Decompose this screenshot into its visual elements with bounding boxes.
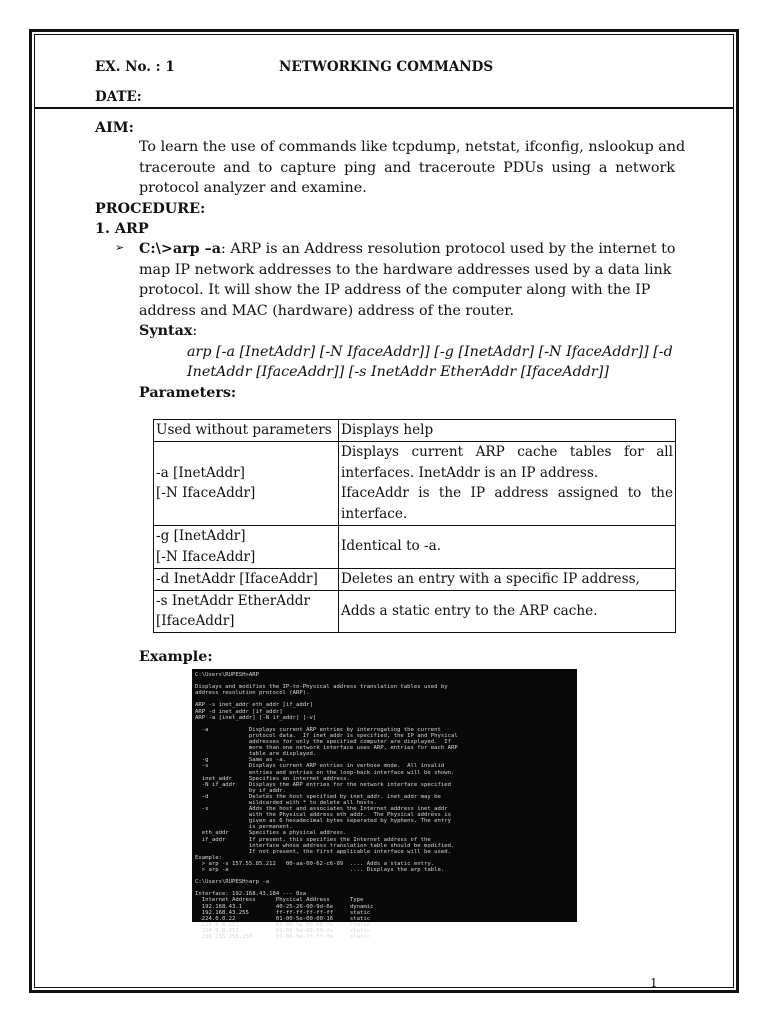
table-row — [154, 568, 676, 590]
example-label: Example: — [139, 649, 213, 665]
desc-cell — [339, 441, 676, 525]
console-line: eth_addr Specifies a physical address. — [195, 830, 347, 837]
arp-command: C:\>arp –a — [139, 241, 222, 257]
console-line: Example: — [195, 854, 222, 861]
param-text: -d InetAddr [IfaceAddr] — [156, 570, 318, 587]
console-line: if_addr If present, this specifies the Internet address of the — [195, 836, 431, 843]
aim-line: To learn the use of commands like tcpdump, netstat, ifconfig, nslookup and — [139, 139, 686, 155]
syntax-line: InetAddr [IfaceAddr]] [-s InetAddr EtherAddr [IfaceAddr]] — [187, 364, 609, 380]
console-line: entries and entries on the loop-back interface will be shown. — [195, 769, 455, 776]
console-line: Interface: 192.168.43.184 --- 0xa — [195, 891, 307, 898]
desc-text: interface. — [341, 505, 408, 522]
console-line: Displays and modifies the IP-to-Physical address translation tables used by — [195, 684, 448, 691]
arp-description-line: address and MAC (hardware) address of the router. — [139, 303, 515, 319]
console-line: 224.0.0.251 01-00-5e-00-00-fb static — [195, 921, 371, 928]
console-line: table are displayed. — [195, 751, 317, 758]
console-line: protocol data. If inet_addr is specified, the IP and Physical — [195, 732, 458, 739]
console-line: If not present, the first applicable interface will be used. — [195, 848, 451, 855]
param-text: [-N IfaceAddr] — [156, 485, 256, 501]
console-line: more than one network interface uses ARP, entries for each ARP — [195, 745, 458, 752]
param-cell — [154, 568, 339, 590]
parameters-label: Parameters: — [139, 385, 237, 401]
table-row — [154, 420, 676, 442]
console-line: C:\Users\RUPESH>arp -a — [195, 879, 270, 886]
desc-cell — [339, 420, 676, 442]
console-line: wildcarded with * to delete all hosts. — [195, 799, 377, 806]
aim-heading: AIM: — [95, 120, 134, 136]
desc-text: IfaceAddr is the IP address assigned to the — [341, 485, 673, 501]
procedure-heading: PROCEDURE: — [95, 201, 206, 217]
console-line: address resolution protocol (ARP). — [195, 690, 310, 697]
syntax-colon: : — [192, 323, 198, 339]
param-text: -s InetAddr EtherAddr — [156, 592, 310, 609]
console-line: -a Displays current ARP entries by interrogating the current — [195, 726, 441, 733]
console-line: inet_addr Specifies an internet address. — [195, 775, 350, 782]
section-heading-arp: 1. ARP — [95, 221, 149, 237]
syntax-label — [139, 321, 197, 342]
arp-description-text: : ARP is an Address resolution protocol used by the internet to — [221, 241, 676, 257]
table-row — [154, 441, 676, 525]
arp-description-line: protocol. It will show the IP address of the computer along with the IP — [139, 282, 651, 298]
page-title: NETWORKING COMMANDS — [279, 59, 494, 75]
param-text: Used without parameters — [156, 422, 332, 438]
param-cell — [154, 441, 339, 525]
console-line: given as 6 hexadecimal bytes separated by hyphens. The entry — [195, 818, 451, 825]
console-line: > arp -a .... Displays the arp table. — [195, 867, 445, 873]
arrow-bullet-icon: ➢ — [115, 241, 125, 254]
console-line: -g Same as -a. — [195, 757, 286, 764]
desc-text: interfaces. InetAddr is an IP address. — [341, 464, 599, 481]
arp-description-line: map IP network addresses to the hardware addresses used by a data link — [139, 262, 672, 278]
param-text: -a [InetAddr] — [156, 464, 245, 481]
console-line: -N if_addr Displays the ARP entries for the network interface specified — [195, 781, 451, 788]
param-cell — [154, 590, 339, 632]
console-line: ARP -s inet_addr eth_addr [if_addr] — [195, 702, 313, 709]
desc-text: Displays help — [341, 422, 434, 438]
console-line: > arp -s 157.55.85.212 00-aa-00-62-c6-09 .... Adds a static entry. — [195, 860, 435, 867]
header-divider — [34, 107, 734, 109]
table-row — [154, 590, 676, 632]
console-line: -v Displays current ARP entries in verbose mode. All invalid — [195, 763, 445, 770]
console-line: 192.168.43.255 ff-ff-ff-ff-ff-ff static — [195, 909, 371, 916]
console-line: ARP -d inet_addr [if_addr] — [195, 708, 283, 715]
console-line: addresses for only the specified computer are displayed. If — [195, 739, 451, 746]
desc-cell — [339, 525, 676, 568]
desc-text: Adds a static entry to the ARP cache. — [341, 602, 598, 619]
console-line: -s Adds the host and associates the Internet address inet_addr — [195, 806, 448, 813]
console-line: Internet Address Physical Address Type — [195, 897, 364, 904]
page-number: 1 — [650, 976, 658, 990]
console-line: 192.168.43.1 40-25-26-00-9d-6e dynamic — [195, 903, 374, 910]
param-text: [IfaceAddr] — [156, 613, 235, 629]
console-screenshot — [192, 669, 577, 941]
desc-cell — [339, 568, 676, 590]
table-row — [154, 525, 676, 568]
console-line: 224.0.0.22 01-00-5e-00-00-16 static — [195, 915, 371, 922]
console-line: by if_addr. — [195, 787, 286, 794]
desc-text: Displays current ARP cache tables for all — [341, 444, 673, 460]
aim-text — [139, 137, 686, 199]
desc-text: Deletes an entry with a specific IP address, — [341, 570, 640, 587]
console-line: with the Physical address eth_addr. The Physical address is — [195, 812, 451, 819]
console-line: is permanent. — [195, 824, 293, 831]
syntax-line: arp [-a [InetAddr] [-N IfaceAddr]] [-g [InetAddr] [-N IfaceAddr]] [-d — [187, 344, 673, 360]
exercise-number: EX. No. : 1 — [95, 59, 175, 75]
parameters-table — [153, 419, 676, 633]
desc-text: Identical to -a. — [341, 538, 442, 555]
param-cell — [154, 525, 339, 568]
console-line: 224.0.0.252 01-00-5e-00-00-fc static — [195, 927, 371, 934]
param-text: -g [InetAddr] — [156, 528, 246, 544]
console-line: C:\Users\RUPESH>ARP — [195, 672, 259, 678]
aim-line: protocol analyzer and examine. — [139, 180, 367, 196]
param-text: [-N IfaceAddr] — [156, 548, 256, 565]
console-line: ARP -a [inet_addr] [-N if_addr] [-v] — [195, 714, 317, 721]
console-line: interface whose address translation table should be modified. — [195, 842, 455, 849]
console-line: 239.255.255.250 01-00-5e-7f-ff-fa static — [195, 934, 371, 941]
desc-cell — [339, 590, 676, 632]
date-label: DATE: — [95, 89, 142, 105]
aim-line: traceroute and to capture ping and traceroute PDUs using a network — [139, 159, 675, 176]
arp-description-first-line — [139, 239, 675, 260]
console-line: -d Deletes the host specified by inet_addr. inet_addr may be — [195, 793, 441, 800]
param-cell — [154, 420, 339, 442]
syntax-label-text: Syntax — [139, 323, 193, 339]
